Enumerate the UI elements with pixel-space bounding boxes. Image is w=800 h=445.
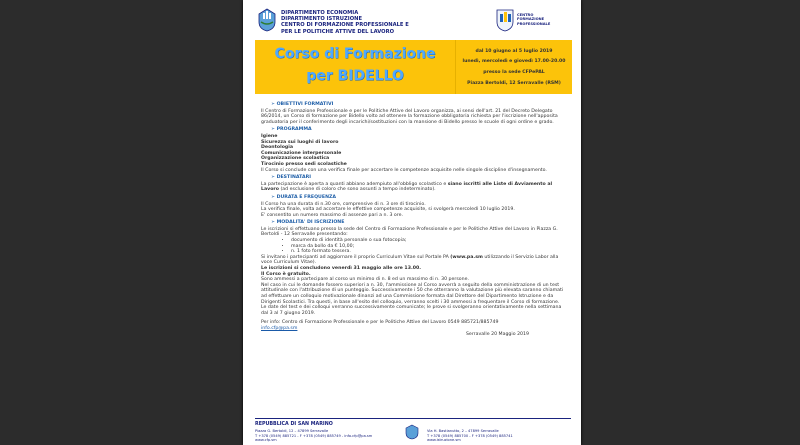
program-item: Tirocinio presso sedi scolastiche [261,161,347,167]
course-address: Piazza Bertoldi, 12 Serravalle (RSM) [467,81,561,86]
banner-info-panel [455,40,572,94]
header-line: CENTRO DI FORMAZIONE PROFESSIONALE E [281,22,409,29]
program-item: Organizzazione scolastica [261,156,330,162]
requirements-list [261,238,569,255]
requirement-item: • documento di identità personale o sua fotocopia; [291,238,569,244]
destinatari-text-a: La partecipazione è aperta a quanti abbiano adempiuto all'obbligo scolastico e [261,181,448,187]
cv-invite-a: Si invitano i partecipanti ad aggiornare il proprio Curriculum Vitae sul Portale PA [261,254,451,260]
footer [255,418,571,445]
program-item: Comunicazione interpersonale [261,150,342,156]
program-item: Igiene [261,133,278,139]
footer-seal-icon [405,424,419,440]
contact-email-link[interactable]: info.cfp@pa.sm [261,325,298,331]
section-heading-durata: ➢ DURATA E FREQUENZA [261,195,569,201]
participants-text: Sono ammessi a partecipare al corso un minimo di n. 8 ed un massimo di n. 30 persone. [261,277,469,283]
footer-line: www.istruzione.sm [427,438,461,443]
document-body [261,100,569,337]
course-title-line2: per BIDELLO [306,68,404,84]
san-marino-seal-icon [257,8,277,32]
course-venue: presso la sede CFPePAL [483,70,545,75]
durata-line: Il Corso ha una durata di n.30 ore, comprensive di n. 3 ore di tirocinio. [261,201,426,207]
section-heading-destinatari: ➢ DESTINATARI [261,175,569,181]
section-heading-obiettivi: ➢ OBIETTIVI FORMATIVI [261,102,569,108]
course-title-line1: Corso di Formazione [274,46,436,62]
logo-text-line: CENTRO [517,13,534,17]
selection-text: Nel caso in cui le domande fossero superiori a n. 30, l'ammissione al Corso avverrà a seguito della somministrazione di un test attitudinale con l'attribuzione di un punteggio. Successivamente i 50 che otterranno la valutazione più elevata saranno chiamati ad effettuare un colloquio motivazionale dinanzi ad una Commissione formata dal Direttore del Dipartimento Istruzione e da Dirigenti Scolastici. Tra questi, in base all'esito del colloquio, verranno scelti i 30 ammessi a frequentare il Corso di formazione. [261,282,564,305]
footer-line: Piazza G. Bertoldi, 12 – 47899 Serravalle [255,429,329,433]
program-item: Sicurezza sui luoghi di lavoro [261,139,339,145]
department-lines [281,10,409,35]
deadline-text: Le iscrizioni si concludono venerdì 31 maggio alle ore 13.00. [261,266,422,272]
footer-line: Via H. Bastianutto, 2 – 47899 Serravalle [427,429,499,433]
destinatari-text-c: (ad esclusione di coloro che sono assunti a tempo indeterminato). [278,187,436,193]
portal-link[interactable]: (www.pa.sm [450,254,483,260]
requirement-item: • marca da bollo da € 10,00; [291,244,569,250]
destinatari-text [261,182,569,193]
obiettivi-text: Il Centro di Formazione Professionale e per le Politiche Attive del Lavoro organizza, ai sensi dell'art. 21 del Decreto Delegato 86/2014, un Corso di formazione per Bidello volto ad ottenere la formazione obbligatoria richiesta per l'iscrizione nell'apposita graduatoria per il conferimento degli incarichi/sostituzioni con la mansione di Bidello presso le scuole di ogni ordine e grado. [261,108,558,125]
footer-line: www.cfp.sm [255,438,277,443]
course-dates: dal 10 giugno al 5 luglio 2019 [475,49,553,54]
header-line: PER LE POLITICHE ATTIVE DEL LAVORO [281,28,394,35]
footer-left-address [255,429,372,443]
sign-date: Serravalle 20 Maggio 2019 [465,331,529,337]
contact-text: Per info: Centro di Formazione Professionale e per le Politiche Attive del Lavoro 0549 885721/885749 [261,320,499,326]
footer-line: T +378 (0549) 885721 - F +378 (0549) 885749 - info.cfp@pa.sm [255,433,373,438]
logo-text-line: PROFESSIONALE [517,21,551,26]
durata-line: E' consentito un numero massimo di assenze pari a n. 3 ore. [261,212,403,218]
banner-title-panel [255,40,455,94]
modalita-intro: Le iscrizioni si effettuano presso la sede del Centro di Formazione Professionale e per le Politiche Attive del Lavoro in Piazza G. Bertoldi - 12 Serravalle presentando: [261,226,558,238]
cv-invite [261,255,569,266]
course-days: lunedì, mercoledì e giovedì 17.00-20.00 [462,59,566,64]
program-item: Deontologia [261,145,294,151]
test-dates-text: Le date del test e dei colloqui verranno successivamente comunicate; le prove si svolgeranno orientativamente nella settimana dal 3 al 7 giugno 2019. [261,305,562,316]
programma-text: Il Corso si conclude con una verifica finale per accertare le competenze acquisite nelle singole discipline d'insegnamento. [261,167,547,173]
requirement-item: • n. 1 foto formato tessera. [291,249,569,255]
course-banner [255,40,571,94]
letterhead [255,4,571,40]
destinatari-text-b: siano iscritti alle Liste di Avviamento al Lavoro [261,181,553,193]
header-line: DIPARTIMENTO ECONOMIA [281,10,359,16]
section-heading-modalita: ➢ MODALITA' DI ISCRIZIONE [261,220,569,226]
section-heading-programma: ➢ PROGRAMMA [261,127,569,133]
document-page [243,0,581,445]
footer-title: REPUBBLICA DI SAN MARINO [255,422,333,427]
cfp-logo-icon [495,8,515,32]
cfp-logo-text [517,13,550,26]
free-course-text: Il Corso è gratuito. [261,271,311,277]
header-line: DIPARTIMENTO ISTRUZIONE [281,16,363,23]
cv-invite-c: utilizzando il Servizio Labor alla voce Curriculum Vitae). [261,254,559,266]
footer-line: T +378 (0549) 885700 - F +378 (0549) 885741 [427,433,513,438]
footer-right-address [427,429,513,443]
durata-line: La verifica finale, volta ad accertare le effettive competenze acquisite, si svolgerà mercoledì 10 luglio 2019. [261,207,515,213]
logo-text-line: FORMAZIONE [517,17,545,22]
